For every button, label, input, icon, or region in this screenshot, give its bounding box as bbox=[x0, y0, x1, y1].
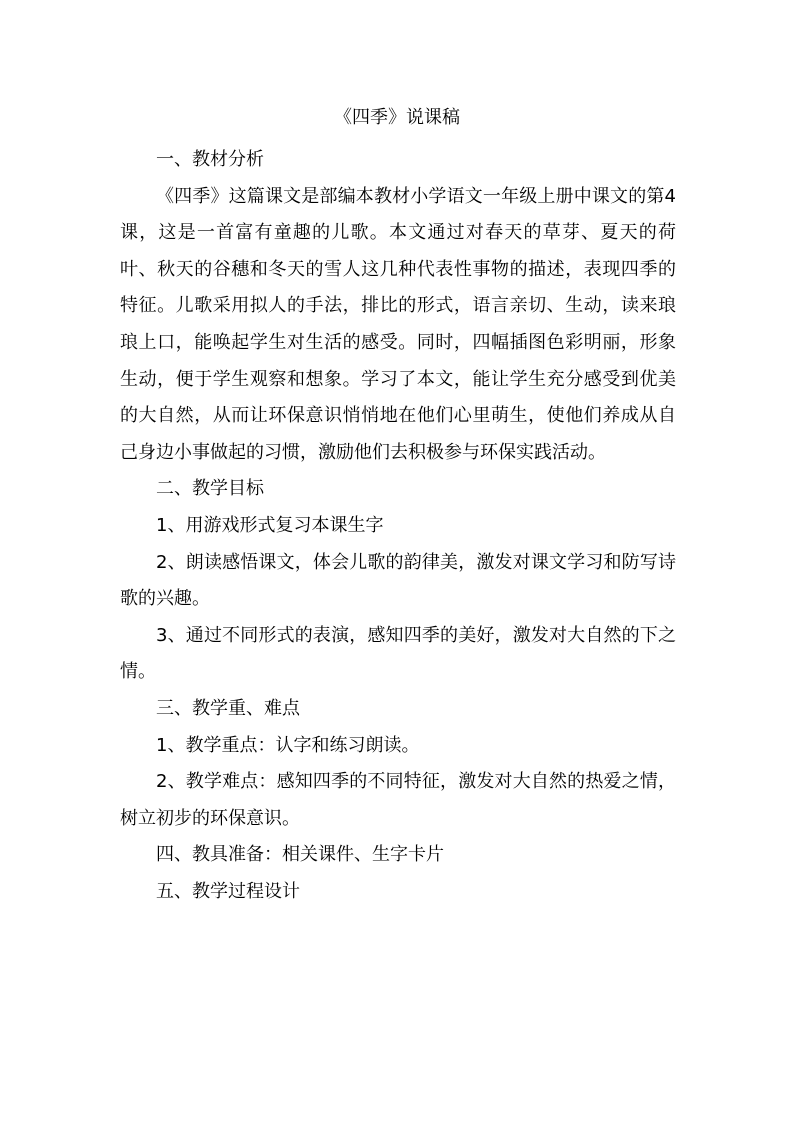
section-heading-teaching-goals: 二、教学目标 bbox=[156, 478, 264, 500]
document-title: 《四季》说课稿 bbox=[334, 107, 460, 128]
document-body bbox=[120, 142, 676, 910]
goal-item-2: 2、朗读感悟课文，体会儿歌的韵律美，激发对课文学习和防写诗歌的兴趣。 bbox=[120, 551, 676, 610]
paragraph-material-analysis: 《四季》这篇课文是部编本教材小学语文一年级上册中课文的第4课，这是一首富有童趣的儿歌。本文通过对春天的草芽、夏天的荷叶、秋天的谷穗和冬天的雪人这几种代表性事物的描述，表现四季的特征。儿歌采用拟人的手法，排比的形式，语言亲切、生动，读来琅琅上口，能唤起学生对生活的感受。同时，四幅插图色彩明丽，形象生动，便于学生观察和想象。学习了本文，能让学生充分感受到优美的大自然，从而让环保意识悄悄地在他们心里萌生，使他们养成从自己身边小事做起的习惯，激励他们去积极参与环保实践活动。 bbox=[120, 185, 676, 463]
goal-item-3: 3、通过不同形式的表演，感知四季的美好，激发对大自然的下之情。 bbox=[120, 624, 676, 683]
key-point-item-1: 1、教学重点：认字和练习朗读。 bbox=[156, 734, 420, 756]
key-point-item-2: 2、教学难点：感知四季的不同特征，激发对大自然的热爱之情，树立初步的环保意识。 bbox=[120, 771, 676, 829]
section-heading-material-analysis: 一、教材分析 bbox=[156, 149, 264, 170]
goal-item-1: 1、用游戏形式复习本课生字 bbox=[156, 514, 384, 536]
section-heading-teaching-aids: 四、教具准备：相关课件、生字卡片 bbox=[156, 844, 444, 866]
section-heading-teaching-process: 五、教学过程设计 bbox=[156, 880, 300, 902]
section-heading-key-points: 三、教学重、难点 bbox=[156, 697, 300, 719]
